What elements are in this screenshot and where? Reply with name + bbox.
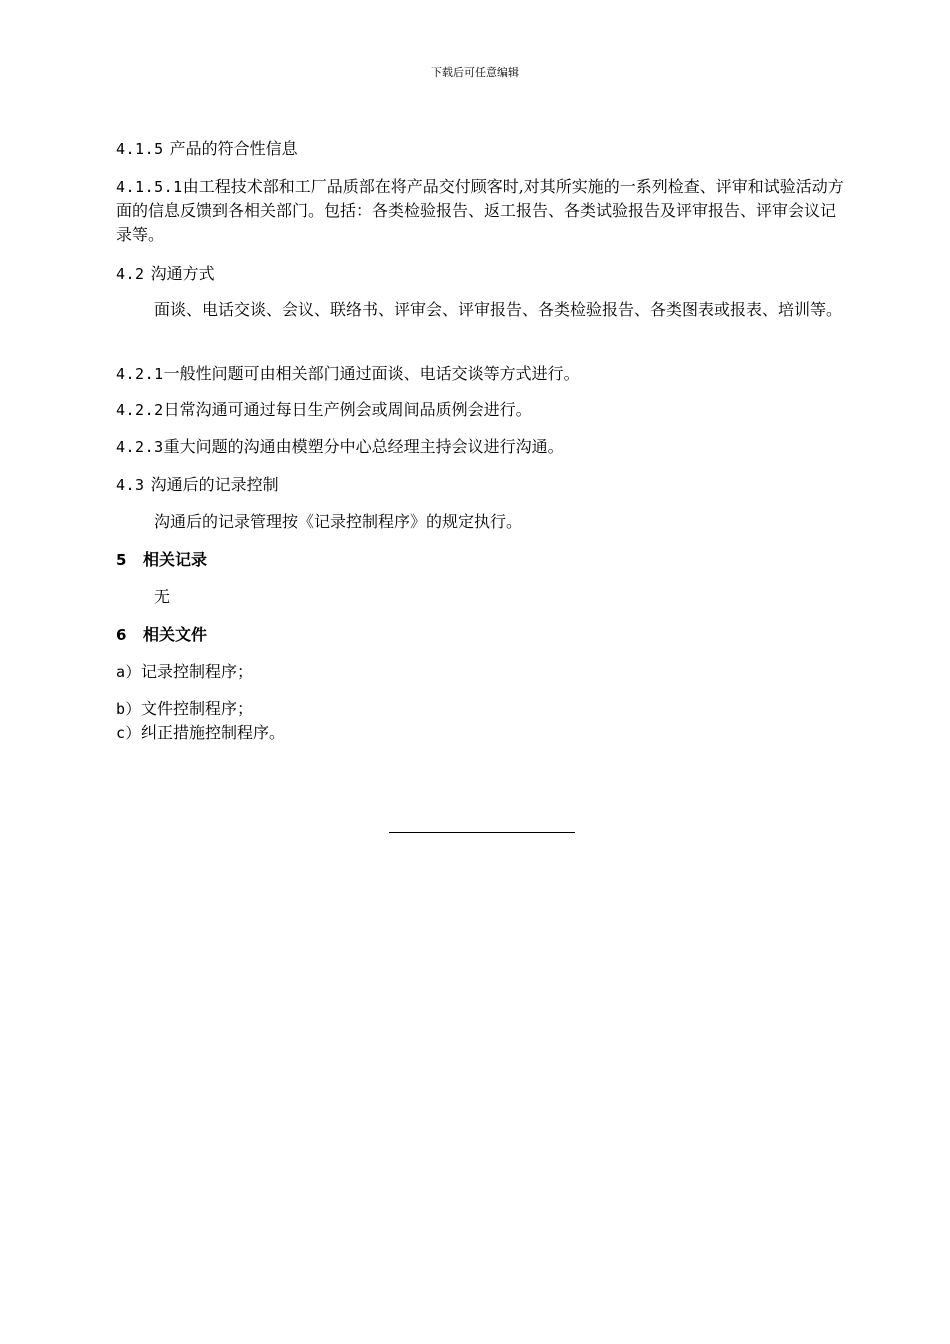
list-item-b [116, 697, 253, 721]
section-6 [116, 623, 207, 647]
end-rule [389, 832, 575, 833]
list-marker: a） [116, 663, 142, 681]
section-text: 重大问题的沟通由模塑分中心总经理主持会议进行沟通。 [163, 437, 564, 456]
section-title: 相关文件 [142, 625, 207, 644]
list-item-a [116, 660, 253, 684]
section-title: 相关记录 [142, 550, 207, 569]
section-4-2-body [116, 298, 848, 322]
list-text: 记录控制程序； [141, 662, 254, 681]
section-4-2-1 [116, 362, 580, 386]
section-number: 4.2.3 [116, 438, 164, 456]
section-number: 5 [116, 551, 127, 569]
section-4-1-5-1 [116, 175, 848, 247]
page-header-note: 下载后可任意编辑 [431, 66, 519, 79]
list-marker: c） [116, 724, 142, 742]
section-4-1-5 [116, 137, 298, 161]
section-number: 4.2.2 [116, 401, 164, 419]
section-5-body [116, 585, 848, 609]
list-text: 文件控制程序； [141, 699, 254, 718]
section-text: 一般性问题可由相关部门通过面谈、电话交谈等方式进行。 [163, 364, 580, 383]
section-title: 沟通方式 [150, 264, 215, 283]
section-title: 沟通后的记录控制 [150, 475, 279, 494]
section-number: 4.2.1 [116, 365, 164, 383]
section-4-3 [116, 473, 279, 497]
section-5 [116, 548, 207, 572]
paragraph-text: 面谈、电话交谈、会议、联络书、评审会、评审报告、各类检验报告、各类图表或报表、培训等。 [154, 300, 843, 319]
section-number: 4.2 [116, 265, 145, 283]
section-number: 4.1.5.1 [116, 178, 183, 196]
section-4-3-body [116, 510, 848, 534]
section-number: 4.3 [116, 476, 145, 494]
paragraph-text: 无 [154, 587, 171, 606]
section-4-2 [116, 262, 215, 286]
section-text: 由工程技术部和工厂品质部在将产品交付顾客时,对其所实施的一系列检查、评审和试验活动方面的信息反馈到各相关部门。包括：各类检验报告、返工报告、各类试验报告及评审报告、评审会议记录等。 [116, 177, 844, 244]
paragraph-text: 沟通后的记录管理按《记录控制程序》的规定执行。 [154, 512, 523, 531]
section-title: 产品的符合性信息 [169, 139, 298, 158]
section-4-2-2 [116, 398, 532, 422]
list-marker: b） [116, 700, 142, 718]
list-text: 纠正措施控制程序。 [141, 723, 286, 742]
section-number: 6 [116, 626, 127, 644]
section-text: 日常沟通可通过每日生产例会或周间品质例会进行。 [163, 400, 532, 419]
list-item-c [116, 721, 285, 745]
section-4-2-3 [116, 435, 564, 459]
section-number: 4.1.5 [116, 140, 164, 158]
